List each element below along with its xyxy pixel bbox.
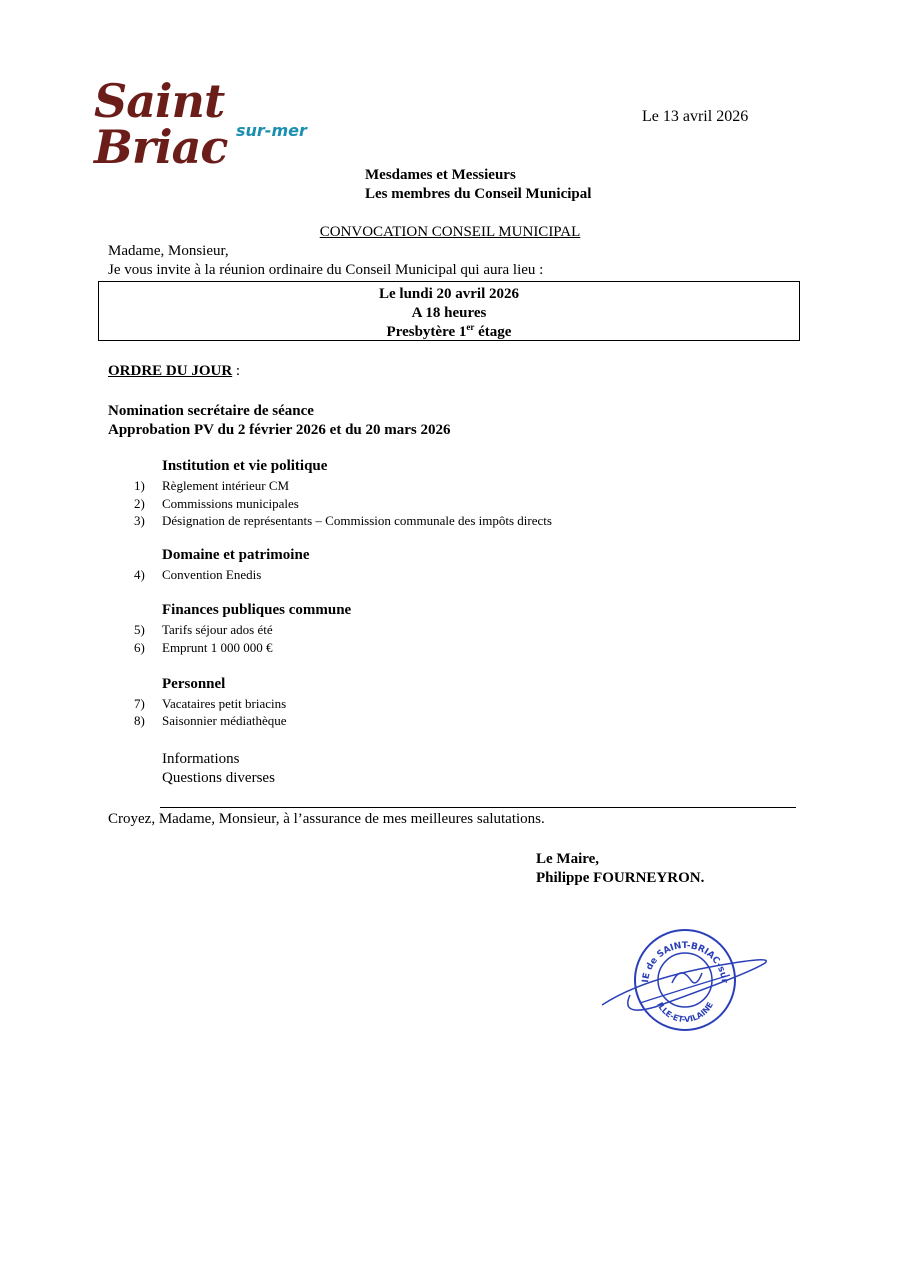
salutation-block [108, 242, 543, 280]
item-number: 1) [134, 478, 145, 493]
agenda-heading-text: ORDRE DU JOUR [108, 363, 233, 379]
misc-item: Questions diverses [162, 770, 275, 786]
meeting-place-main: Presbytère 1 [386, 324, 467, 340]
meeting-place-sup: er [466, 322, 475, 332]
signature-block [536, 850, 704, 888]
recipients-line-1: Mesdames et Messieurs [365, 167, 516, 183]
convocation-title: CONVOCATION CONSEIL MUNICIPAL [319, 224, 581, 240]
agenda-item: Vacataires petit briacins [162, 696, 287, 711]
item-number: 7) [134, 696, 145, 711]
agenda-item: Saisonnier médiathèque [162, 713, 287, 728]
misc-item: Informations [162, 751, 240, 767]
meeting-day: Le lundi 20 avril 2026 [378, 286, 520, 302]
stamp-outer-text: IE de SAINT-BRIAC-sur [641, 940, 729, 984]
item-number: 3) [134, 513, 145, 528]
meeting-time: A 18 heures [411, 305, 487, 321]
recipients-block [365, 166, 591, 204]
agenda-heading-suffix: : [232, 363, 241, 379]
stamp-seal-icon [600, 925, 770, 1035]
closing-text: Croyez, Madame, Monsieur, à l’assurance de mes meilleures salutations. [108, 811, 545, 827]
agenda-item: Commissions municipales [162, 496, 299, 511]
agenda-heading [108, 363, 240, 380]
official-stamp [600, 925, 770, 1035]
section-title: Finances publiques commune [162, 602, 352, 618]
invitation-text: Je vous invite à la réunion ordinaire du Conseil Municipal qui aura lieu : [108, 262, 544, 278]
section-title: Institution et vie politique [162, 458, 328, 474]
prelim-item: Approbation PV du 2 février 2026 et du 20 mars 2026 [108, 422, 451, 438]
recipients-line-2: Les membres du Conseil Municipal [365, 186, 592, 202]
meeting-details-box [98, 281, 800, 341]
agenda-item: Tarifs séjour ados été [162, 622, 273, 637]
salutation: Madame, Monsieur, [108, 243, 229, 259]
saint-briac-logo [94, 74, 314, 174]
logo-main-text: Saint Briac [94, 74, 228, 174]
agenda-item: Désignation de représentants – Commission communale des impôts directs [162, 513, 552, 528]
signer-role: Le Maire, [536, 851, 600, 867]
item-number: 5) [134, 622, 145, 637]
item-number: 2) [134, 496, 145, 511]
horizontal-rule [160, 807, 796, 808]
agenda-item: Convention Enedis [162, 567, 262, 582]
agenda-misc [162, 750, 275, 788]
item-number: 4) [134, 567, 145, 582]
section-title: Personnel [162, 676, 226, 692]
item-number: 6) [134, 640, 145, 655]
meeting-place-end: étage [474, 324, 512, 340]
svg-text:ILLE-ET-VILAINE [655, 1001, 715, 1024]
signer-name: Philippe FOURNEYRON. [536, 870, 705, 886]
letter-date: Le 13 avril 2026 [642, 108, 749, 125]
logo-sub-text: sur-mer [236, 121, 307, 140]
agenda-item: Emprunt 1 000 000 € [162, 640, 273, 655]
agenda-prelim [108, 402, 451, 440]
item-number: 8) [134, 713, 145, 728]
agenda-item: Règlement intérieur CM [162, 478, 290, 493]
section-title: Domaine et patrimoine [162, 547, 310, 563]
prelim-item: Nomination secrétaire de séance [108, 403, 314, 419]
meeting-place [99, 323, 799, 342]
stamp-bottom-text: ILLE-ET-VILAINE [655, 1000, 715, 1025]
